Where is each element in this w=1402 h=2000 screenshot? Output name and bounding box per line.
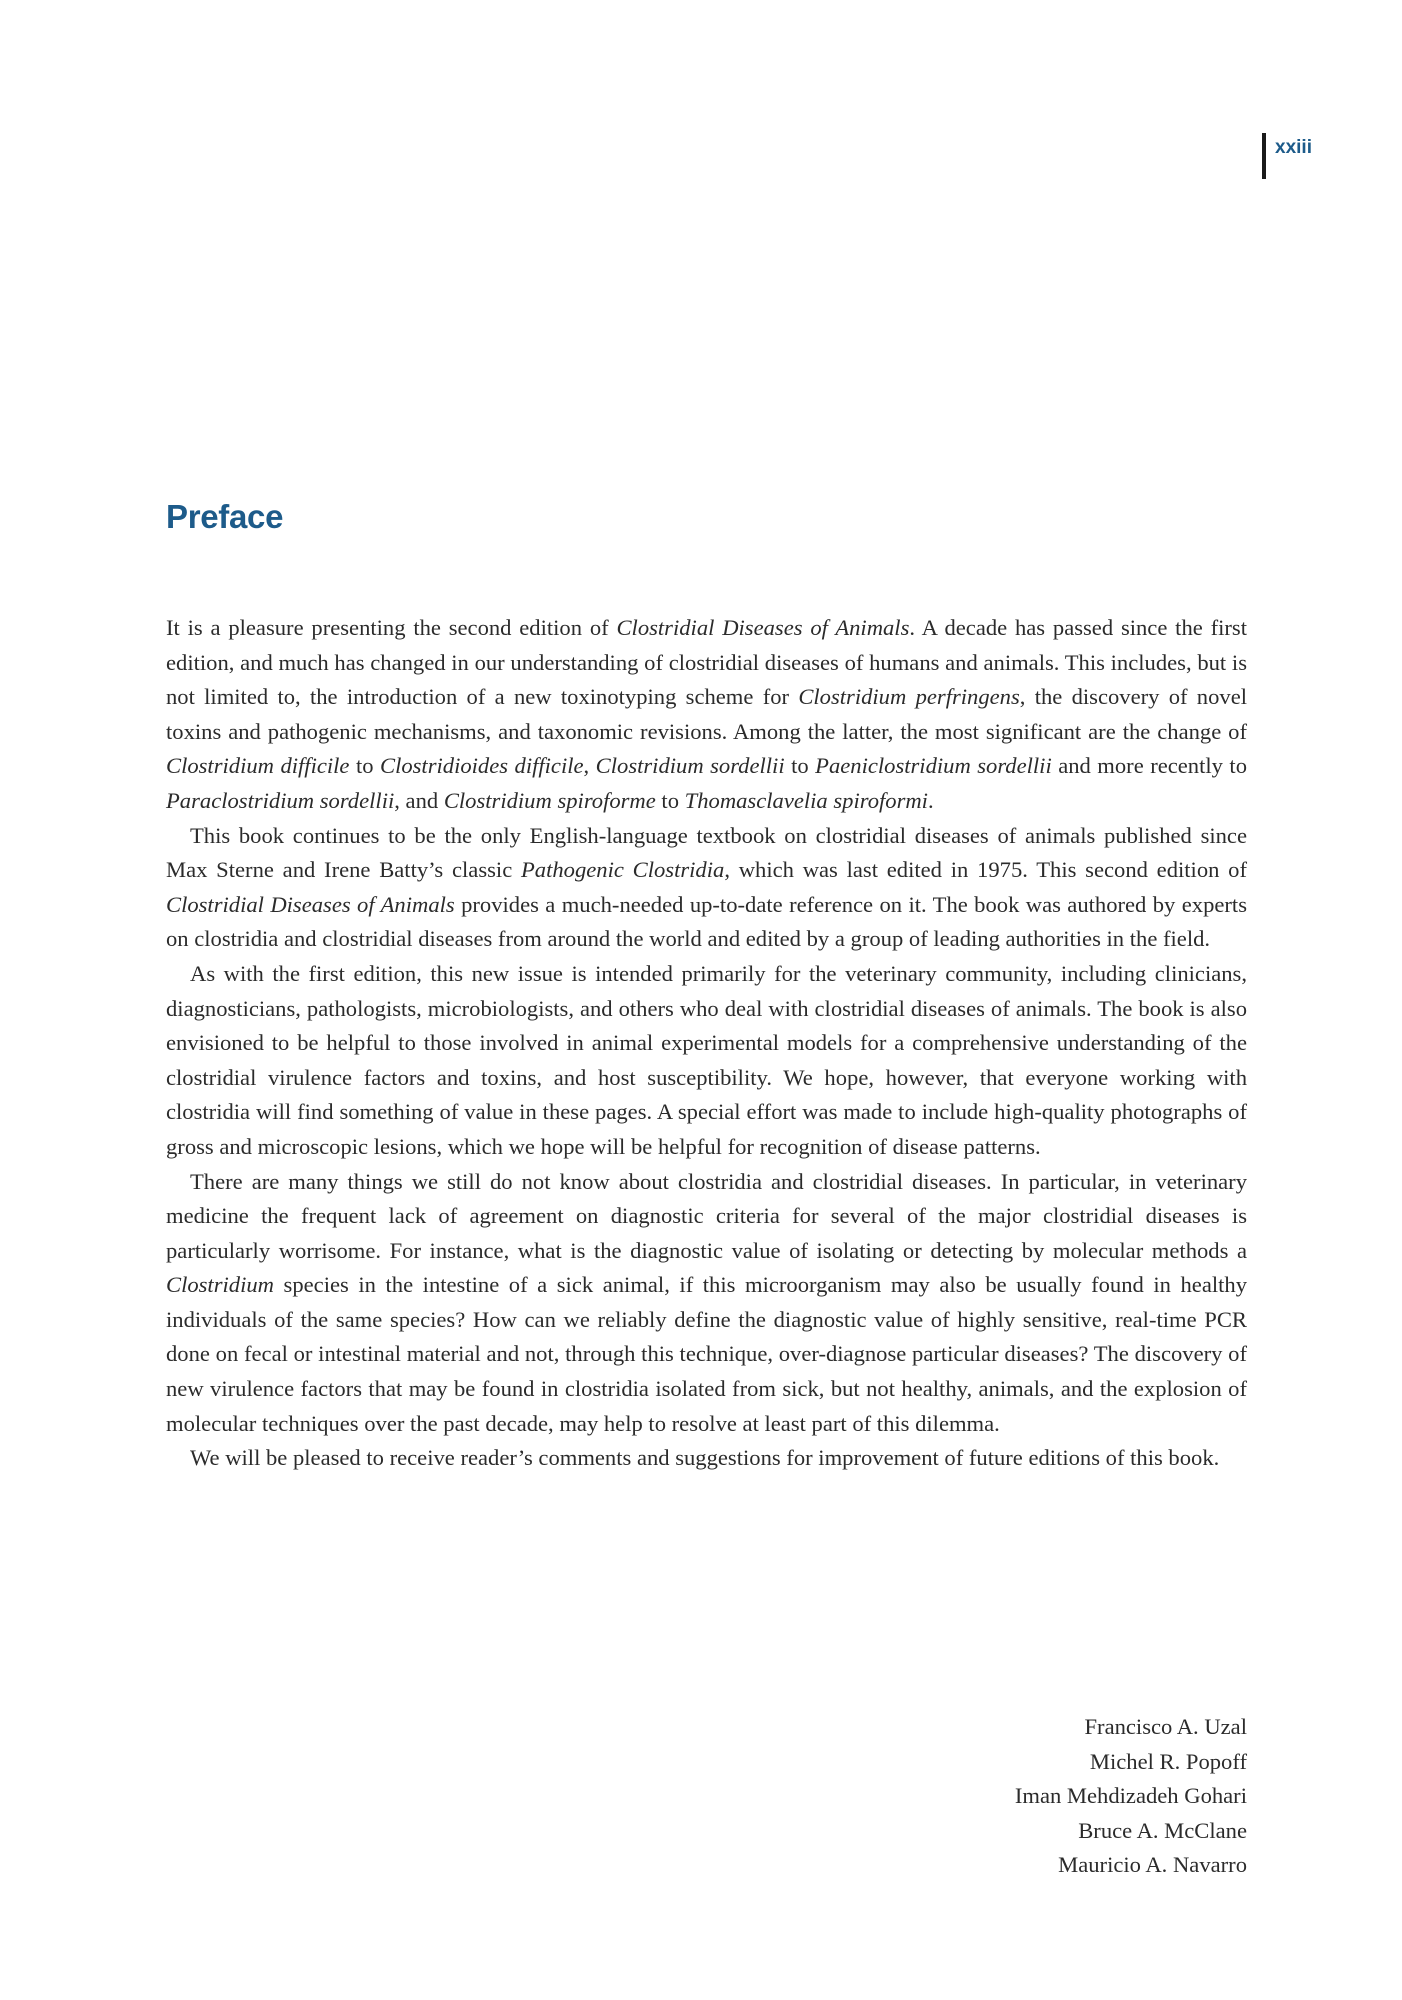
text-run: to bbox=[784, 753, 816, 779]
page-title: Preface bbox=[166, 498, 284, 535]
species-name: Clostridium perfringens bbox=[798, 684, 1020, 710]
editor-signatures bbox=[1015, 1710, 1247, 1883]
editor-name: Michel R. Popoff bbox=[1089, 1748, 1247, 1774]
text-run: . A decade has passed since the first edition, and much has changed in our understanding of clostridial diseases of humans and animals. This includes, but is not limited to, the introduction of a new toxinotyping scheme for bbox=[166, 615, 1247, 710]
text-run: . bbox=[927, 787, 934, 813]
book-title: Clostridial Diseases of Animals bbox=[166, 891, 455, 917]
text-run: As with the first edition, this new issue is intended primarily for the veterinary community, including clinicians, diagnosticians, pathologists, microbiologists, and others who deal with clostridial diseases of animals. The book is also envisioned to be helpful to those involved in animal experimental models for a comprehensive understanding of the clostridial virulence factors and toxins, and host susceptibility. We hope, however, that everyone working with clostridia will find something of value in these pages. A special effort was made to include high-quality photographs of gross and microscopic lesions, which we hope will be helpful for recognition of disease patterns. bbox=[166, 960, 1247, 1159]
book-title: Clostridial Diseases of Animals bbox=[616, 615, 910, 640]
text-run: , which was last edited in 1975. This second edition of bbox=[724, 857, 1248, 883]
paragraph-3 bbox=[166, 957, 1247, 1165]
preface-body bbox=[166, 611, 1247, 1476]
species-name: Thomasclavelia spiroformi bbox=[684, 787, 928, 813]
paragraph-2 bbox=[166, 819, 1247, 957]
editor-name: Francisco A. Uzal bbox=[1084, 1714, 1247, 1739]
text-run: to bbox=[349, 753, 380, 779]
page-number-marker bbox=[1262, 133, 1312, 179]
species-name: Clostridium sordellii bbox=[595, 753, 785, 779]
text-run: and more recently to bbox=[1051, 753, 1248, 779]
page-number: xxiii bbox=[1275, 137, 1312, 158]
text-run: , the discovery of novel toxins and pathogenic mechanisms, and taxonomic revisions. Among the latter, the most significant are the change of bbox=[166, 684, 1247, 744]
editor-name: Bruce A. McClane bbox=[1078, 1817, 1247, 1843]
text-run: , bbox=[583, 753, 596, 779]
text-run: species in the intestine of a sick animal, if this microorganism may also be usually found in healthy individuals of the same species? How can we reliably define the diagnostic value of highly sensitive, real-time PCR done on fecal or intestinal material and not, through this technique, over-diagnose particular diseases? The discovery of new virulence factors that may be found in clostridia isolated from sick, but not healthy, animals, and the explosion of molecular techniques over the past decade, may help to resolve at least part of this dilemma. bbox=[166, 1272, 1247, 1436]
species-name: Clostridioides difficile bbox=[380, 753, 584, 779]
text-run: We will be pleased to receive reader’s comments and suggestions for improvement of future editions of this book. bbox=[190, 1445, 1220, 1471]
text-run: to bbox=[655, 787, 685, 813]
text-run: There are many things we still do not know about clostridia and clostridial diseases. In particular, in veterinary medicine the frequent lack of agreement on diagnostic criteria for several of the major clostridial diseases is particularly worrisome. For instance, what is the diagnostic value of isolating or detecting by molecular methods a bbox=[166, 1168, 1247, 1263]
text-run: This book continues to be the only English-language textbook on clostridial diseases of animals published since Max Sterne and Irene Batty’s classic bbox=[166, 822, 1247, 883]
paragraph-1 bbox=[166, 611, 1247, 819]
genus-name: Clostridium bbox=[166, 1272, 274, 1298]
paragraph-5 bbox=[166, 1441, 1247, 1476]
species-name: Paeniclostridium sordellii bbox=[815, 753, 1052, 779]
species-name: Clostridium spiroforme bbox=[443, 787, 656, 813]
paragraph-4 bbox=[166, 1165, 1247, 1442]
editor-name: Mauricio A. Navarro bbox=[1058, 1852, 1247, 1878]
species-name: Paraclostridium sordellii bbox=[166, 787, 395, 813]
text-run: , and bbox=[394, 787, 444, 813]
editor-name: Iman Mehdizadeh Gohari bbox=[1014, 1783, 1247, 1809]
species-name: Clostridium difficile bbox=[166, 753, 350, 779]
text-run: provides a much-needed up-to-date reference on it. The book was authored by experts on clostridia and clostridial diseases from around the world and edited by a group of leading authorities in the field. bbox=[166, 891, 1247, 952]
book-title: Pathogenic Clostridia bbox=[520, 857, 725, 883]
text-run: It is a pleasure presenting the second edition of bbox=[166, 615, 617, 640]
